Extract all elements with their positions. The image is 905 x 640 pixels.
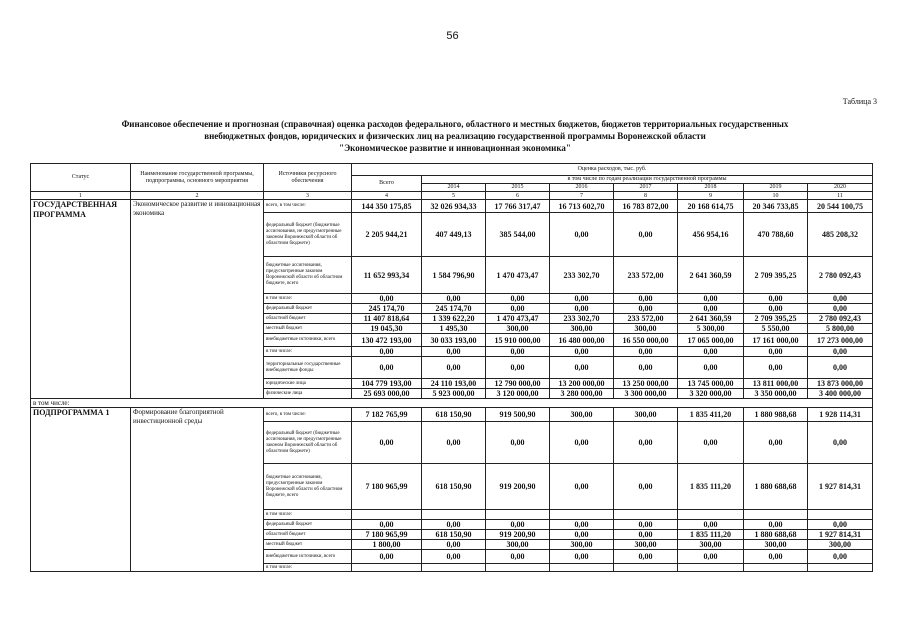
value-cell: 300,00 <box>614 324 678 334</box>
value-cell: 1 339 622,20 <box>422 314 486 324</box>
value-cell: 144 350 175,85 <box>352 200 422 213</box>
source-cell: в том числе: <box>264 510 352 520</box>
column-number: 2 <box>131 192 264 200</box>
column-number: 7 <box>550 192 614 200</box>
header-year: 2020 <box>808 184 873 192</box>
value-cell <box>422 564 486 572</box>
value-cell: 0,00 <box>744 294 808 304</box>
value-cell: 0,00 <box>422 540 486 550</box>
value-cell: 0,00 <box>808 294 873 304</box>
value-cell: 0,00 <box>614 422 678 464</box>
value-cell: 0,00 <box>550 357 614 379</box>
value-cell: 13 200 000,00 <box>550 379 614 389</box>
value-cell: 16 480 000,00 <box>550 334 614 347</box>
column-number: 1 <box>31 192 131 200</box>
value-cell: 0,00 <box>678 520 744 530</box>
header-year: 2017 <box>614 184 678 192</box>
column-number: 8 <box>614 192 678 200</box>
value-cell: 7 180 965,99 <box>352 530 422 540</box>
value-cell: 618 150,90 <box>422 408 486 422</box>
value-cell: 0,00 <box>550 347 614 357</box>
value-cell: 0,00 <box>808 347 873 357</box>
value-cell: 245 174,70 <box>352 304 422 314</box>
source-cell: областной бюджет <box>264 314 352 324</box>
value-cell <box>808 564 873 572</box>
source-cell: федеральный бюджет (бюджетные ассигнования, не предусмотренные законом Воронежской области об областном бюджете) <box>264 213 352 257</box>
value-cell: 233 302,70 <box>550 257 614 294</box>
value-cell: 0,00 <box>678 357 744 379</box>
value-cell: 385 544,00 <box>486 213 550 257</box>
value-cell: 300,00 <box>486 324 550 334</box>
value-cell <box>678 510 744 520</box>
value-cell: 0,00 <box>614 347 678 357</box>
status-cell: ПОДПРОГРАММА 1 <box>31 408 131 572</box>
value-cell: 0,00 <box>744 422 808 464</box>
value-cell: 1 835 411,20 <box>678 408 744 422</box>
value-cell: 2 780 092,43 <box>808 257 873 294</box>
value-cell: 0,00 <box>486 304 550 314</box>
value-cell: 1 927 814,31 <box>808 464 873 510</box>
value-cell: 0,00 <box>486 347 550 357</box>
value-cell <box>352 510 422 520</box>
value-cell: 0,00 <box>550 464 614 510</box>
value-cell: 1 928 114,31 <box>808 408 873 422</box>
value-cell: 919 200,90 <box>486 464 550 510</box>
value-cell: 3 350 000,00 <box>744 389 808 399</box>
value-cell: 3 300 000,00 <box>614 389 678 399</box>
value-cell: 1 835 111,20 <box>678 530 744 540</box>
in-total-label: в том числе: <box>31 399 873 408</box>
value-cell: 7 180 965,99 <box>352 464 422 510</box>
value-cell: 0,00 <box>550 213 614 257</box>
value-cell: 5 550,00 <box>744 324 808 334</box>
source-cell: физические лица <box>264 389 352 399</box>
value-cell: 0,00 <box>744 347 808 357</box>
value-cell: 0,00 <box>486 357 550 379</box>
value-cell: 0,00 <box>614 520 678 530</box>
value-cell: 0,00 <box>744 304 808 314</box>
value-cell: 0,00 <box>550 530 614 540</box>
value-cell: 233 572,00 <box>614 314 678 324</box>
value-cell: 0,00 <box>486 294 550 304</box>
header-sources: Источники ресурсного обеспечения <box>264 164 352 192</box>
value-cell: 1 927 814,31 <box>808 530 873 540</box>
source-cell: в том числе: <box>264 564 352 572</box>
value-cell: 618 150,90 <box>422 530 486 540</box>
value-cell: 0,00 <box>678 550 744 564</box>
value-cell: 1 880 688,68 <box>744 464 808 510</box>
table-row <box>31 200 873 213</box>
source-cell: федеральный бюджет <box>264 304 352 314</box>
value-cell: 1 835 111,20 <box>678 464 744 510</box>
value-cell: 5 923 000,00 <box>422 389 486 399</box>
column-number: 5 <box>422 192 486 200</box>
source-cell: бюджетные ассигнования, предусмотренные законом Воронежской области об областном бюджете, всего <box>264 257 352 294</box>
value-cell <box>550 564 614 572</box>
program-name-cell: Формирование благоприятной инвестиционной среды <box>131 408 264 572</box>
value-cell: 24 110 193,00 <box>422 379 486 389</box>
value-cell: 1 800,00 <box>352 540 422 550</box>
value-cell <box>808 510 873 520</box>
value-cell: 0,00 <box>614 357 678 379</box>
value-cell <box>678 564 744 572</box>
value-cell: 0,00 <box>352 357 422 379</box>
value-cell: 456 954,16 <box>678 213 744 257</box>
value-cell: 485 208,32 <box>808 213 873 257</box>
header-year: 2016 <box>550 184 614 192</box>
header-estimate: Оценка расходов, тыс. руб. <box>352 164 873 176</box>
title-line: "Экономическое развитие и инновационная экономика" <box>339 143 571 153</box>
header-total: Всего <box>352 176 422 192</box>
value-cell: 11 407 818,64 <box>352 314 422 324</box>
value-cell: 300,00 <box>550 324 614 334</box>
value-cell: 0,00 <box>614 550 678 564</box>
column-number: 9 <box>678 192 744 200</box>
value-cell: 20 168 614,75 <box>678 200 744 213</box>
source-cell: юридические лица <box>264 379 352 389</box>
value-cell: 0,00 <box>614 213 678 257</box>
value-cell: 25 693 000,00 <box>352 389 422 399</box>
value-cell <box>614 510 678 520</box>
value-cell: 2 641 360,59 <box>678 257 744 294</box>
source-cell: федеральный бюджет (бюджетные ассигнования, не предусмотренные законом Воронежской области об областном бюджете) <box>264 422 352 464</box>
value-cell: 300,00 <box>614 408 678 422</box>
value-cell: 919 500,90 <box>486 408 550 422</box>
value-cell: 0,00 <box>486 422 550 464</box>
value-cell: 233 302,70 <box>550 314 614 324</box>
value-cell: 0,00 <box>808 357 873 379</box>
value-cell: 13 250 000,00 <box>614 379 678 389</box>
value-cell: 0,00 <box>614 530 678 540</box>
value-cell: 32 026 934,33 <box>422 200 486 213</box>
header-year: 2018 <box>678 184 744 192</box>
value-cell: 0,00 <box>614 304 678 314</box>
header-year: 2019 <box>744 184 808 192</box>
title-line: Финансовое обеспечение и прогнозная (справочная) оценка расходов федерального, областного и местных бюджетов, бюджетов территориальных государственных <box>121 119 789 129</box>
source-cell: внебюджетные источники, всего <box>264 550 352 564</box>
header-name: Наименование государственной программы, подпрограммы, основного мероприятия <box>131 164 264 192</box>
value-cell: 2 709 395,25 <box>744 257 808 294</box>
value-cell: 0,00 <box>422 550 486 564</box>
page-number: 56 <box>446 30 459 42</box>
value-cell: 16 550 000,00 <box>614 334 678 347</box>
value-cell: 300,00 <box>808 540 873 550</box>
value-cell: 0,00 <box>422 520 486 530</box>
value-cell: 16 783 872,00 <box>614 200 678 213</box>
value-cell: 19 045,30 <box>352 324 422 334</box>
value-cell <box>486 510 550 520</box>
value-cell: 618 150,90 <box>422 464 486 510</box>
value-cell: 300,00 <box>678 540 744 550</box>
value-cell: 0,00 <box>808 550 873 564</box>
value-cell <box>422 510 486 520</box>
value-cell: 0,00 <box>352 294 422 304</box>
value-cell: 3 280 000,00 <box>550 389 614 399</box>
value-cell: 233 572,00 <box>614 257 678 294</box>
value-cell: 919 200,90 <box>486 530 550 540</box>
value-cell: 0,00 <box>486 520 550 530</box>
value-cell: 17 273 000,00 <box>808 334 873 347</box>
value-cell: 1 880 688,68 <box>744 530 808 540</box>
value-cell: 300,00 <box>550 408 614 422</box>
source-cell: в том числе: <box>264 294 352 304</box>
value-cell: 0,00 <box>744 357 808 379</box>
source-cell: всего, в том числе: <box>264 408 352 422</box>
source-cell: в том числе: <box>264 347 352 357</box>
value-cell: 3 120 000,00 <box>486 389 550 399</box>
value-cell: 17 766 317,47 <box>486 200 550 213</box>
value-cell: 0,00 <box>550 422 614 464</box>
value-cell <box>614 564 678 572</box>
value-cell: 0,00 <box>422 347 486 357</box>
value-cell: 0,00 <box>352 520 422 530</box>
value-cell: 0,00 <box>486 550 550 564</box>
value-cell: 1 470 473,47 <box>486 257 550 294</box>
value-cell: 300,00 <box>744 540 808 550</box>
column-number: 4 <box>352 192 422 200</box>
value-cell: 0,00 <box>614 294 678 304</box>
value-cell: 0,00 <box>678 304 744 314</box>
value-cell: 0,00 <box>550 550 614 564</box>
value-cell: 16 713 602,70 <box>550 200 614 213</box>
value-cell: 0,00 <box>422 294 486 304</box>
value-cell: 407 449,13 <box>422 213 486 257</box>
value-cell: 20 544 100,75 <box>808 200 873 213</box>
value-cell <box>486 564 550 572</box>
value-cell: 245 174,70 <box>422 304 486 314</box>
value-cell: 470 788,60 <box>744 213 808 257</box>
value-cell: 1 470 473,47 <box>486 314 550 324</box>
source-cell: местный бюджет <box>264 540 352 550</box>
source-cell: местный бюджет <box>264 324 352 334</box>
value-cell: 2 709 395,25 <box>744 314 808 324</box>
value-cell: 0,00 <box>678 422 744 464</box>
value-cell: 0,00 <box>744 550 808 564</box>
financing-table <box>30 163 873 572</box>
value-cell: 1 495,30 <box>422 324 486 334</box>
value-cell: 15 910 000,00 <box>486 334 550 347</box>
value-cell: 1 584 796,90 <box>422 257 486 294</box>
value-cell: 13 811 000,00 <box>744 379 808 389</box>
program-name-cell: Экономическое развитие и инновационная экономика <box>131 200 264 399</box>
value-cell: 2 641 360,59 <box>678 314 744 324</box>
value-cell: 13 873 000,00 <box>808 379 873 389</box>
value-cell: 0,00 <box>550 304 614 314</box>
value-cell: 0,00 <box>808 422 873 464</box>
value-cell: 12 790 000,00 <box>486 379 550 389</box>
value-cell <box>744 510 808 520</box>
value-cell: 7 182 765,99 <box>352 408 422 422</box>
table-label: Таблица 3 <box>842 97 877 106</box>
header-year: 2014 <box>422 184 486 192</box>
column-number: 10 <box>744 192 808 200</box>
value-cell: 3 320 000,00 <box>678 389 744 399</box>
value-cell: 5 300,00 <box>678 324 744 334</box>
value-cell: 0,00 <box>808 304 873 314</box>
column-number: 11 <box>808 192 873 200</box>
source-cell: всего, в том числе: <box>264 200 352 213</box>
value-cell <box>744 564 808 572</box>
value-cell: 11 652 993,34 <box>352 257 422 294</box>
value-cell: 130 472 193,00 <box>352 334 422 347</box>
value-cell: 1 880 988,68 <box>744 408 808 422</box>
column-number: 3 <box>264 192 352 200</box>
value-cell <box>352 564 422 572</box>
value-cell: 104 779 193,00 <box>352 379 422 389</box>
title-line: внебюджетных фондов, юридических и физических лиц на реализацию государственной программы Воронежской области <box>204 131 706 141</box>
value-cell: 0,00 <box>678 294 744 304</box>
value-cell: 300,00 <box>614 540 678 550</box>
value-cell: 13 745 000,00 <box>678 379 744 389</box>
value-cell: 0,00 <box>352 347 422 357</box>
status-cell: ГОСУДАРСТВЕННАЯ ПРОГРАММА <box>31 200 131 399</box>
source-cell: территориальные государственные внебюджетные фонды <box>264 357 352 379</box>
header-status: Статус <box>31 164 131 192</box>
source-cell: бюджетные ассигнования, предусмотренные законом Воронежской области об областном бюджете, всего <box>264 464 352 510</box>
value-cell: 0,00 <box>550 520 614 530</box>
value-cell: 17 161 000,00 <box>744 334 808 347</box>
table-row <box>31 408 873 422</box>
value-cell: 3 400 000,00 <box>808 389 873 399</box>
value-cell: 0,00 <box>808 520 873 530</box>
value-cell: 0,00 <box>614 464 678 510</box>
value-cell: 0,00 <box>422 357 486 379</box>
header-by-years: в том числе по годам реализации государственной программы <box>422 176 873 184</box>
value-cell: 0,00 <box>744 520 808 530</box>
value-cell: 300,00 <box>550 540 614 550</box>
value-cell: 0,00 <box>352 422 422 464</box>
value-cell: 2 205 944,21 <box>352 213 422 257</box>
header-year: 2015 <box>486 184 550 192</box>
value-cell: 20 346 733,85 <box>744 200 808 213</box>
value-cell: 30 033 193,00 <box>422 334 486 347</box>
column-number: 6 <box>486 192 550 200</box>
value-cell: 5 800,00 <box>808 324 873 334</box>
value-cell: 300,00 <box>486 540 550 550</box>
source-cell: федеральный бюджет <box>264 520 352 530</box>
value-cell: 2 780 092,43 <box>808 314 873 324</box>
source-cell: областной бюджет <box>264 530 352 540</box>
value-cell: 0,00 <box>678 347 744 357</box>
value-cell: 0,00 <box>352 550 422 564</box>
source-cell: внебюджетные источники, всего <box>264 334 352 347</box>
value-cell: 17 065 000,00 <box>678 334 744 347</box>
document-title <box>40 118 870 154</box>
value-cell: 0,00 <box>422 422 486 464</box>
value-cell <box>550 510 614 520</box>
value-cell: 0,00 <box>550 294 614 304</box>
